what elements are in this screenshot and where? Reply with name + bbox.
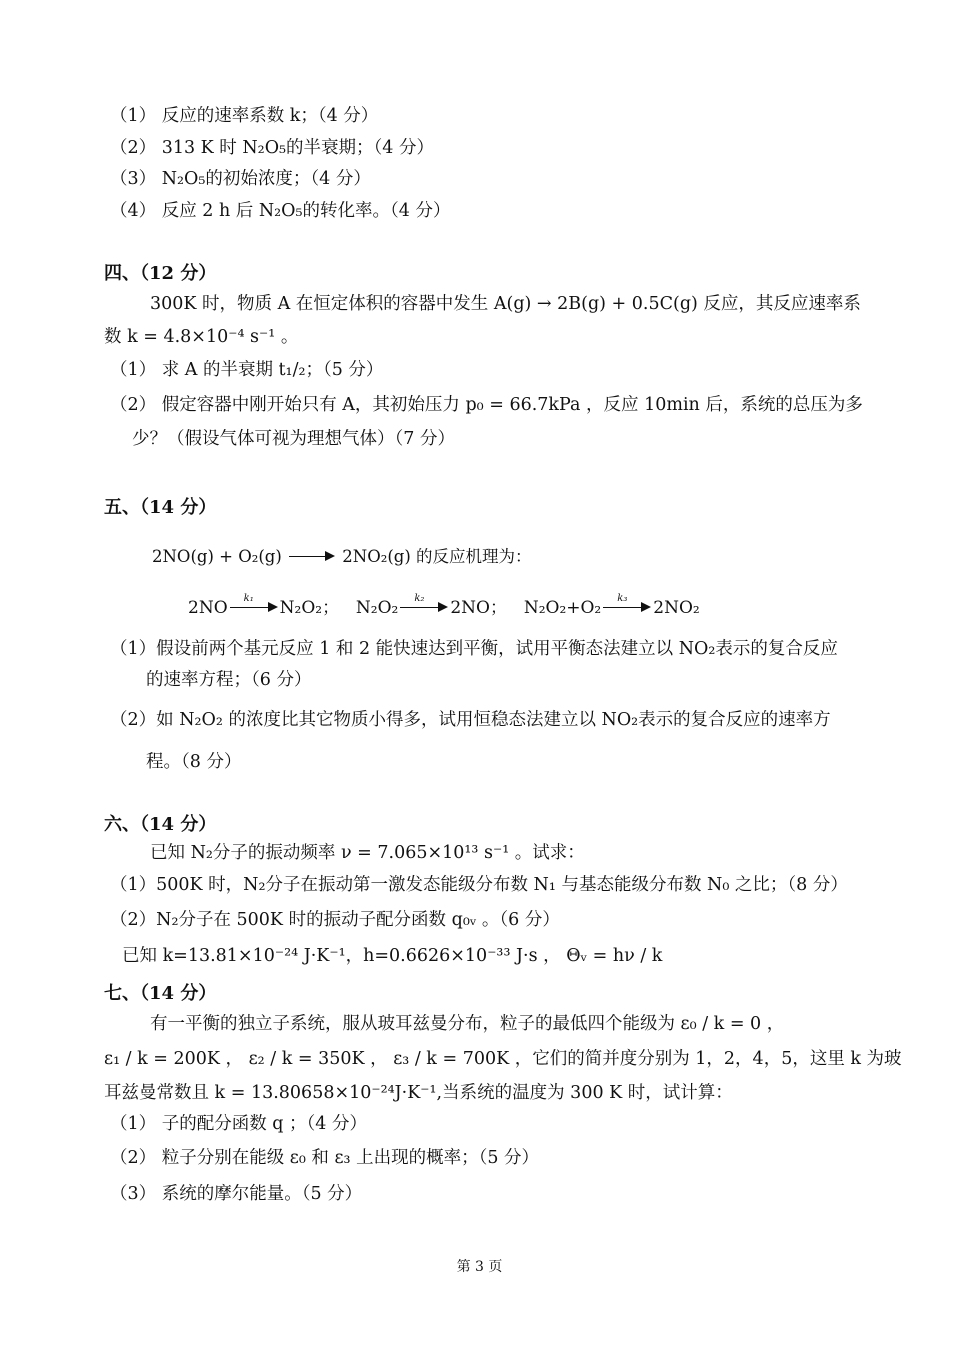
mech-step-2-reactant: N₂O₂ — [355, 598, 399, 618]
overall-reaction — [152, 545, 532, 569]
reaction-arrow-icon — [400, 593, 448, 613]
reaction-products: 2NO₂(g) 的反应机理为： — [342, 547, 532, 566]
question-item: （3） 系统的摩尔能量。（5 分） — [110, 1184, 363, 1204]
question-item-continued: 程。（8 分） — [146, 752, 242, 772]
rate-constant-label: k₃ — [617, 593, 628, 604]
section-heading: 四、（12 分） — [104, 263, 217, 284]
reaction-mechanism — [188, 593, 700, 620]
section-heading: 七、（14 分） — [104, 983, 217, 1004]
question-item: （1） 求 A 的半衰期 t₁/₂；（5 分） — [110, 360, 384, 380]
question-item: （2）N₂分子在 500K 时的振动子配分函数 q₀ᵥ 。（6 分） — [110, 910, 560, 930]
question-item: （3） N₂O₅的初始浓度；（4 分） — [110, 169, 371, 189]
mech-step-1-reactant: 2NO — [188, 598, 228, 618]
question-item-continued: 少？（假设气体可视为理想气体）（7 分） — [132, 429, 455, 449]
reaction-arrow-icon — [603, 593, 651, 613]
mech-step-1-product: N₂O₂； — [279, 598, 340, 618]
section-heading: 五、（14 分） — [104, 497, 217, 518]
section-intro: 已知 N₂分子的振动频率 ν = 7.065×10¹³ s⁻¹ 。试求： — [150, 843, 585, 863]
mech-step-3-product: 2NO₂ — [653, 598, 700, 618]
section-intro: ε₁ / k = 200K ， ε₂ / k = 350K ， ε₃ / k = 700K ，它们的简并度分别为 1，2，4，5，这里 k 为玻 — [104, 1049, 902, 1069]
question-item: （1）假设前两个基元反应 1 和 2 能快速达到平衡，试用平衡态法建立以 NO₂表示的复合反应 — [110, 639, 838, 659]
section-intro: 数 k = 4.8×10⁻⁴ s⁻¹ 。 — [104, 327, 299, 347]
reaction-arrow-icon — [230, 593, 278, 613]
mech-step-3-reactant: N₂O₂+O₂ — [523, 598, 602, 618]
question-item: （2） 假定容器中刚开始只有 A，其初始压力 p₀ = 66.7kPa ，反应 10min 后，系统的总压为多 — [110, 395, 863, 415]
question-item: （2） 粒子分别在能级 ε₀ 和 ε₃ 上出现的概率；（5 分） — [110, 1148, 540, 1168]
section-heading: 六、（14 分） — [104, 814, 217, 835]
reaction-reactants: 2NO(g) + O₂(g) — [152, 547, 282, 566]
section-intro: 300K 时，物质 A 在恒定体积的容器中发生 A(g) → 2B(g) + 0.5C(g) 反应，其反应速率系 — [150, 294, 861, 314]
question-item: （4） 反应 2 h 后 N₂O₅的转化率。（4 分） — [110, 201, 451, 221]
rate-constant-label: k₂ — [414, 593, 425, 604]
given-constants: 已知 k=13.81×10⁻²⁴ J·K⁻¹，h=0.6626×10⁻³³ J·s ， Θᵥ = hν / k — [122, 946, 663, 966]
page-number: 第 3 页 — [456, 1259, 503, 1275]
question-item: （1）500K 时，N₂分子在振动第一激发态能级分布数 N₁ 与基态能级分布数 N₀ 之比；（8 分） — [110, 875, 848, 895]
section-intro: 有一平衡的独立子系统，服从玻耳兹曼分布，粒子的最低四个能级为 ε₀ / k = 0 ， — [150, 1014, 785, 1034]
reaction-arrow-icon — [289, 550, 335, 562]
section-intro: 耳兹曼常数且 k = 13.80658×10⁻²⁴J·K⁻¹,当系统的温度为 300 K 时，试计算： — [104, 1083, 733, 1103]
question-item: （1） 反应的速率系数 k；（4 分） — [110, 106, 379, 126]
question-item: （2） 313 K 时 N₂O₅的半衰期；（4 分） — [110, 138, 434, 158]
question-item-continued: 的速率方程；（6 分） — [146, 670, 312, 690]
question-item: （2）如 N₂O₂ 的浓度比其它物质小得多，试用恒稳态法建立以 NO₂表示的复合反应的速率方 — [110, 710, 831, 730]
question-item: （1） 子的配分函数 q ；（4 分） — [110, 1114, 367, 1134]
mech-step-2-product: 2NO； — [450, 598, 507, 618]
rate-constant-label: k₁ — [243, 593, 254, 604]
